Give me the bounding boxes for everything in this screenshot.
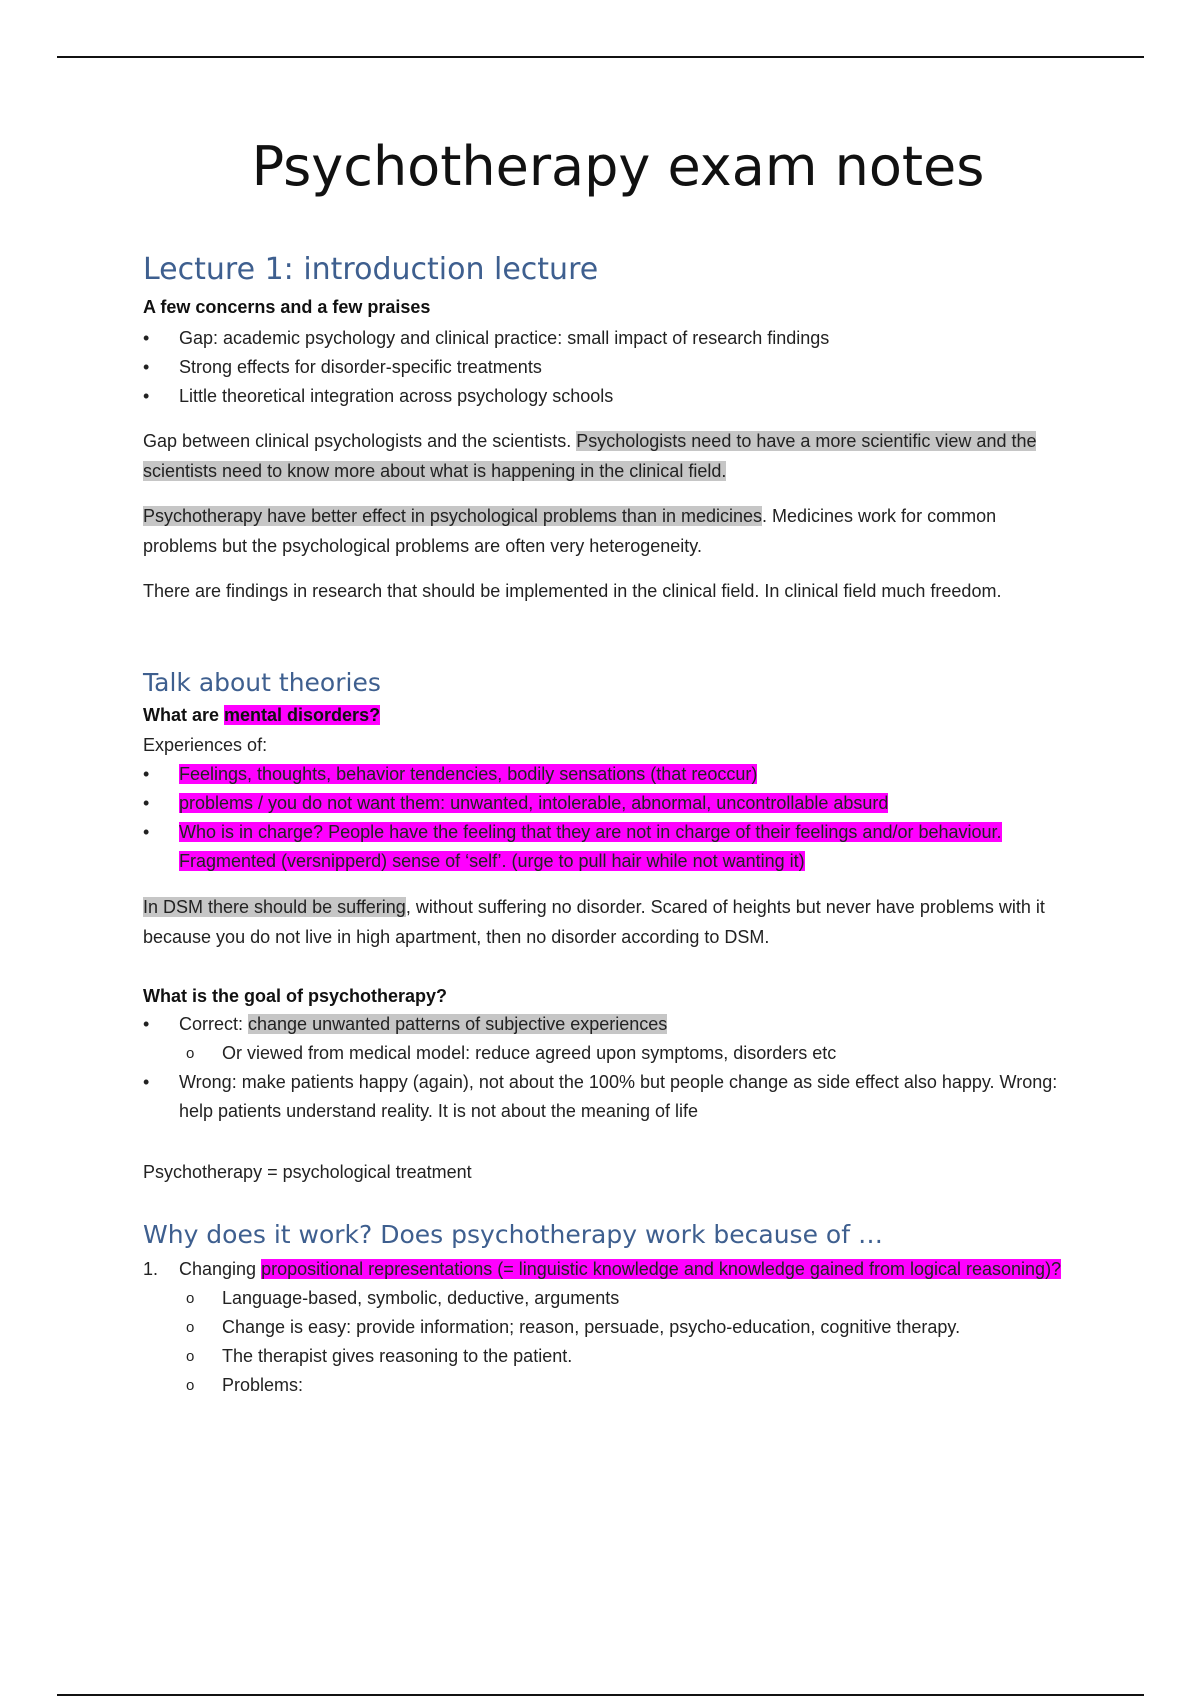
- top-rule: [57, 56, 1144, 58]
- question-text: What are: [143, 705, 225, 725]
- bullet-icon: •: [143, 793, 150, 813]
- list-item-text: Or viewed from medical model: reduce agreed upon symptoms, disorders etc: [222, 1043, 837, 1063]
- bullet-icon: •: [143, 386, 150, 406]
- goal-question: What is the goal of psychotherapy?: [143, 986, 448, 1006]
- highlighted-text: Psychologists need to have a more scientific view and the scientists need to know more about what is happening in the clinical field.: [143, 431, 1037, 481]
- highlighted-text: propositional representations (= linguistic knowledge and knowledge gained from logical reasoning)?: [261, 1259, 1062, 1279]
- highlighted-text: Psychotherapy have better effect in psychological problems than in medicines: [143, 506, 763, 526]
- lecture1-heading: Lecture 1: introduction lecture: [143, 252, 599, 287]
- bullet-icon: •: [143, 764, 150, 784]
- bullet-icon: •: [143, 1072, 150, 1092]
- list-item: [143, 1010, 1073, 1039]
- paragraph-findings: There are findings in research that should be implemented in the clinical field. In clinical field much freedom.: [143, 581, 1002, 601]
- bottom-rule: [57, 1694, 1144, 1696]
- paragraph-text: , without suffering no disorder. Scared of heights but never have problems with it because you do not live in high apartment, then no disorder according to DSM.: [143, 897, 1045, 947]
- list-item-text: Wrong: make patients happy (again), not about the 100% but people change as side effect also happy. Wrong: help patients understand reality. It is not about the meaning of life: [179, 1072, 1058, 1121]
- sub-list-item: [143, 1313, 1073, 1342]
- list-item-text: Change is easy: provide information; reason, persuade, psycho-education, cognitive therapy.: [222, 1317, 961, 1337]
- definition-line: Psychotherapy = psychological treatment: [143, 1162, 472, 1182]
- sub-list-item: [143, 1371, 1073, 1400]
- paragraph-text: Gap between clinical psychologists and the scientists.: [143, 431, 577, 451]
- list-item-text: Little theoretical integration across psychology schools: [179, 386, 614, 406]
- bullet-icon: •: [143, 357, 150, 377]
- list-item-text: Gap: academic psychology and clinical practice: small impact of research findings: [179, 328, 830, 348]
- document-title: Psychotherapy exam notes: [251, 135, 985, 198]
- numbered-list-item: [143, 1255, 1073, 1284]
- highlighted-text: In DSM there should be suffering: [143, 897, 406, 917]
- lecture1-bullet-list: [143, 324, 1073, 411]
- bullet-icon: •: [143, 1014, 150, 1034]
- circle-bullet-icon: o: [186, 1290, 195, 1307]
- paragraph-gap: [143, 426, 1073, 486]
- goal-list: [143, 1010, 1073, 1126]
- circle-bullet-icon: o: [186, 1377, 195, 1394]
- paragraph-dsm: [143, 892, 1073, 952]
- list-number: 1.: [143, 1259, 159, 1279]
- lecture1-subheading: A few concerns and a few praises: [143, 297, 431, 317]
- sub-list-item: [143, 1284, 1073, 1313]
- list-item-text: Changing: [179, 1259, 262, 1279]
- list-item-text: Strong effects for disorder-specific treatments: [179, 357, 542, 377]
- list-item-text: Language-based, symbolic, deductive, arguments: [222, 1288, 620, 1308]
- list-item-text: The therapist gives reasoning to the patient.: [222, 1346, 573, 1366]
- mental-disorders-question: [143, 700, 380, 730]
- sub-list-item: [143, 1039, 1073, 1068]
- paragraph-medicines: [143, 501, 1073, 561]
- circle-bullet-icon: o: [186, 1319, 195, 1336]
- experiences-bullet-list: [143, 760, 1073, 876]
- list-item-text: Correct:: [179, 1014, 249, 1034]
- list-item: [143, 353, 1073, 382]
- sub-list-item: [143, 1342, 1073, 1371]
- highlighted-text: Feelings, thoughts, behavior tendencies, bodily sensations (that reoccur): [179, 764, 758, 784]
- list-item: [143, 382, 1073, 411]
- bullet-icon: •: [143, 328, 150, 348]
- why-heading: Why does it work? Does psychotherapy work because of …: [143, 1220, 883, 1249]
- list-item: [143, 760, 1073, 789]
- bullet-icon: •: [143, 822, 150, 842]
- list-item: [143, 324, 1073, 353]
- highlighted-text: Who is in charge? People have the feeling that they are not in charge of their feelings and/or behaviour. Fragmented (versnipperd) sense of ‘self’. (urge to pull hair while not wanting it): [179, 822, 1002, 871]
- theories-heading: Talk about theories: [143, 668, 381, 697]
- highlighted-text: change unwanted patterns of subjective experiences: [248, 1014, 668, 1034]
- experiences-label: Experiences of:: [143, 735, 268, 755]
- list-item: [143, 789, 1073, 818]
- circle-bullet-icon: o: [186, 1348, 195, 1365]
- highlighted-text: mental disorders?: [224, 705, 381, 725]
- why-numbered-list: [143, 1255, 1073, 1400]
- highlighted-text: problems / you do not want them: unwanted, intolerable, abnormal, uncontrollable absurd: [179, 793, 889, 813]
- list-item: [143, 818, 1073, 876]
- list-item: [143, 1068, 1073, 1126]
- paragraph-text: . Medicines work for common problems but the psychological problems are often very heterogeneity.: [143, 506, 997, 556]
- list-item-text: Problems:: [222, 1375, 304, 1395]
- circle-bullet-icon: o: [186, 1045, 195, 1062]
